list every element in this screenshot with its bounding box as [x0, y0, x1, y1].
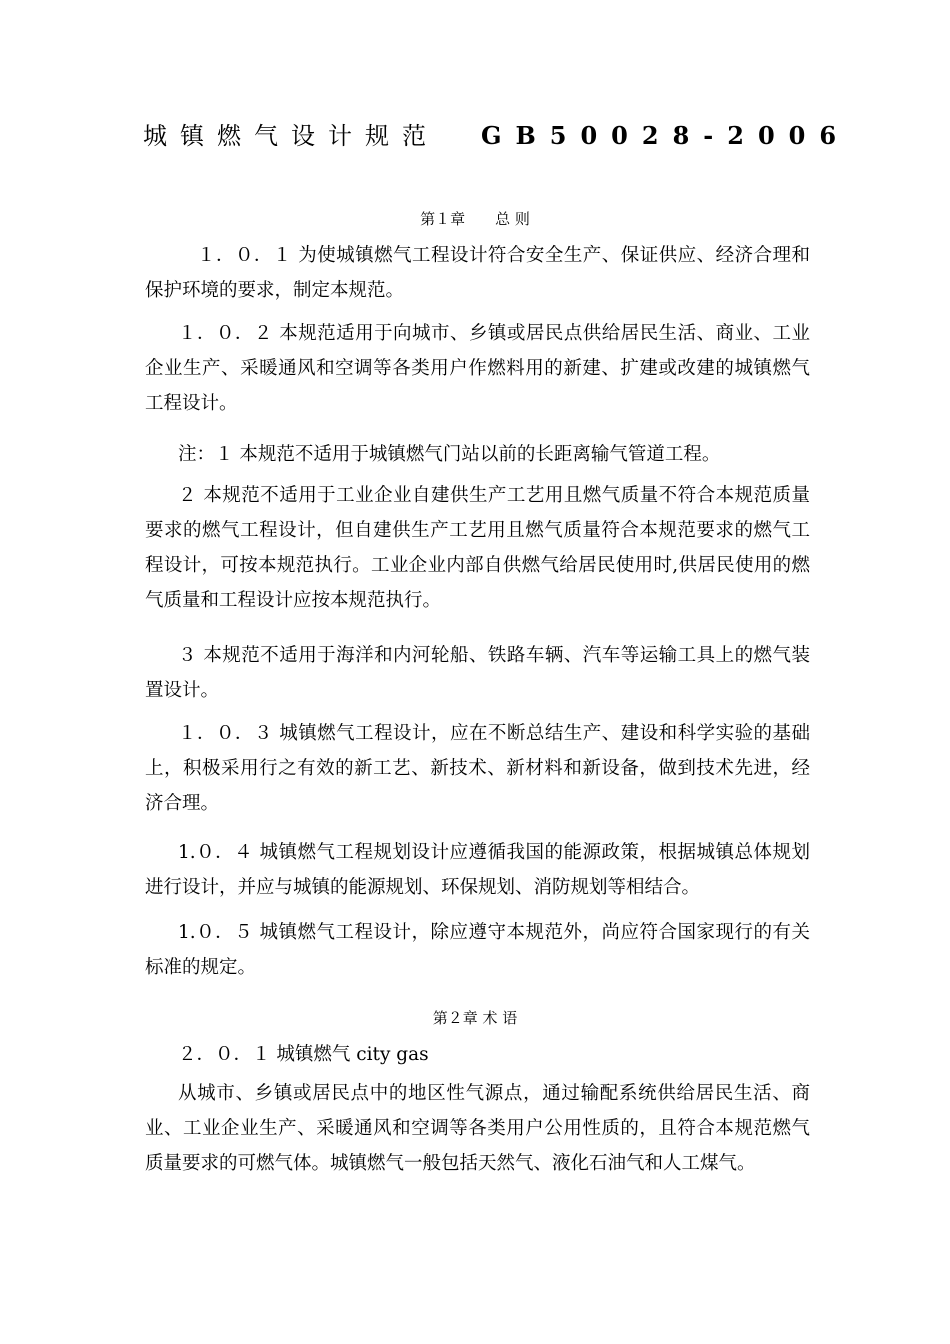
title-chinese: 城镇燃气设计规范 — [143, 122, 439, 150]
document-title — [143, 116, 851, 156]
chapter-1-heading: 第１章 总 则 — [420, 210, 530, 228]
term-2-0-1: ２．０．１ 城镇燃气 city gas — [178, 1044, 429, 1065]
clause-1-0-1: １．０．１ 为使城镇燃气工程设计符合安全生产、保证供应、经济合理和保护环境的要求，制定本规范。 — [145, 245, 810, 301]
clause-1-0-4: 1.０．４ 城镇燃气工程规划设计应遵循我国的能源政策，根据城镇总体规划进行设计，并应与城镇的能源规划、环保规划、消防规划等相结合。 — [145, 842, 810, 898]
note-2: ２ 本规范不适用于工业企业自建供生产工艺用且燃气质量不符合本规范质量要求的燃气工程设计，但自建供生产工艺用且燃气质量符合本规范要求的燃气工程设计，可按本规范执行。工业企业内部自供燃气给居民使用时,供居民使用的燃气质量和工程设计应按本规范执行。 — [145, 485, 810, 611]
clause-1-0-2: １．０．２ 本规范适用于向城市、乡镇或居民点供给居民生活、商业、工业企业生产、采暖通风和空调等各类用户作燃料用的新建、扩建或改建的城镇燃气工程设计。 — [145, 323, 810, 414]
chapter-2-heading: 第２章 术 语 — [432, 1009, 518, 1027]
clause-1-0-5: 1.０．５ 城镇燃气工程设计，除应遵守本规范外，尚应符合国家现行的有关标准的规定。 — [145, 922, 810, 978]
standard-code: GB50028-2006 — [481, 121, 851, 150]
clause-1-0-3: １．０．３ 城镇燃气工程设计，应在不断总结生产、建设和科学实验的基础上，积极采用行之有效的新工艺、新技术、新材料和新设备，做到技术先进，经济合理。 — [145, 723, 810, 814]
note-1: 注：１ 本规范不适用于城镇燃气门站以前的长距离输气管道工程。 — [178, 444, 721, 465]
definition-2-0-1: 从城市、乡镇或居民点中的地区性气源点，通过输配系统供给居民生活、商业、工业企业生产、采暖通风和空调等各类用户公用性质的，且符合本规范燃气质量要求的可燃气体。城镇燃气一般包括天然气、液化石油气和人工煤气。 — [145, 1083, 810, 1174]
note-3: ３ 本规范不适用于海洋和内河轮船、铁路车辆、汽车等运输工具上的燃气装置设计。 — [145, 645, 810, 701]
